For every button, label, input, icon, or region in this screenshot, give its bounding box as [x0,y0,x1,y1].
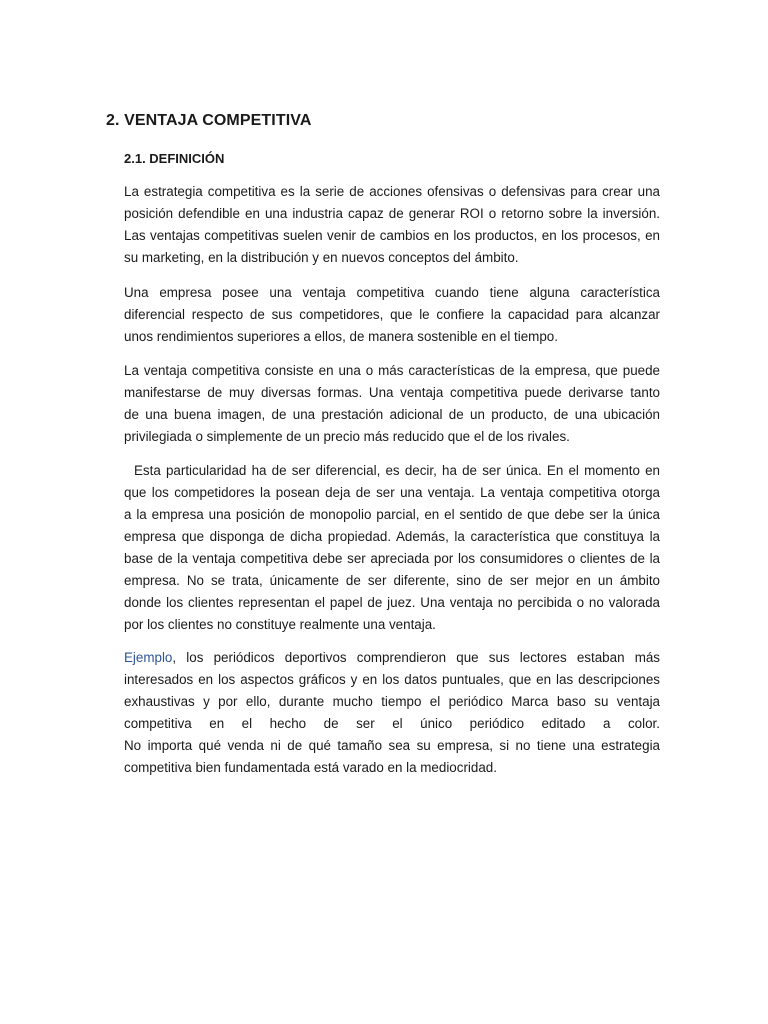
paragraph-line: que los competidores la posean deja de ser una ventaja. La ventaja competitiva otorga [124,485,660,500]
paragraph-line: competitiva bien fundamentada está varado en la mediocridad. [124,760,497,775]
section-title: 2. VENTAJA COMPETITIVA [106,112,312,129]
paragraph-line: base de la ventaja competitiva debe ser apreciada por los consumidores o clientes de la [124,551,660,566]
paragraph-example [124,647,660,779]
example-first-line: , los periódicos deportivos comprendieron que sus lectores estaban más [172,650,660,665]
paragraph-line: donde los clientes representan el papel de juez. Una ventaja no percibida o no valorada [124,595,660,610]
paragraph-line [124,647,660,669]
paragraph-line: diferencial respecto de sus competidores, que le confiere la capacidad para alcanzar [124,307,660,322]
paragraph-line: La ventaja competitiva consiste en una o más características de la empresa, que puede [124,363,660,378]
subsection-title: 2.1. DEFINICIÓN [124,151,225,166]
paragraph-line: posición defendible en una industria capaz de generar ROI o retorno sobre la inversión. [124,206,660,221]
paragraph-3 [124,360,660,448]
paragraph-line: por los clientes no constituye realmente una ventaja. [124,617,436,632]
paragraph-line: privilegiada o simplemente de un precio más reducido que el de los rivales. [124,429,570,444]
paragraph-line: unos rendimientos superiores a ellos, de manera sostenible en el tiempo. [124,329,558,344]
paragraph-line: Esta particularidad ha de ser diferencial, es decir, ha de ser única. En el momento en [134,463,660,478]
paragraph-line: Una empresa posee una ventaja competitiva cuando tiene alguna característica [124,285,660,300]
example-label: Ejemplo [124,650,173,665]
paragraph-line: competitiva en el hecho de ser el único periódico editado a color. [124,716,660,731]
paragraph-line: empresa. No se trata, únicamente de ser diferente, sino de ser mejor en un ámbito [124,573,660,588]
paragraph-2 [124,282,660,348]
paragraph-line: interesados en los aspectos gráficos y en los datos puntuales, que en las descripciones [124,672,660,687]
paragraph-line: su marketing, en la distribución y en nuevos conceptos del ámbito. [124,250,519,265]
paragraph-line: Las ventajas competitivas suelen venir de cambios en los productos, en los procesos, en [124,228,660,243]
paragraph-line: empresa que disponga de dicha propiedad. Además, la característica que constituya la [124,529,660,544]
paragraph-line: exhaustivas y por ello, durante mucho tiempo el periódico Marca baso su ventaja [124,694,660,709]
paragraph-1 [124,181,660,269]
paragraph-4 [124,460,660,636]
paragraph-line: La estrategia competitiva es la serie de acciones ofensivas o defensivas para crear una [124,184,660,199]
paragraph-line: de una buena imagen, de una prestación adicional de un producto, de una ubicación [124,407,660,422]
paragraph-line: No importa qué venda ni de qué tamaño sea su empresa, si no tiene una estrategia [124,738,660,753]
paragraph-line: manifestarse de muy diversas formas. Una ventaja competitiva puede derivarse tanto [124,385,660,400]
paragraph-line: a la empresa una posición de monopolio parcial, en el sentido de que debe ser la única [124,507,660,522]
